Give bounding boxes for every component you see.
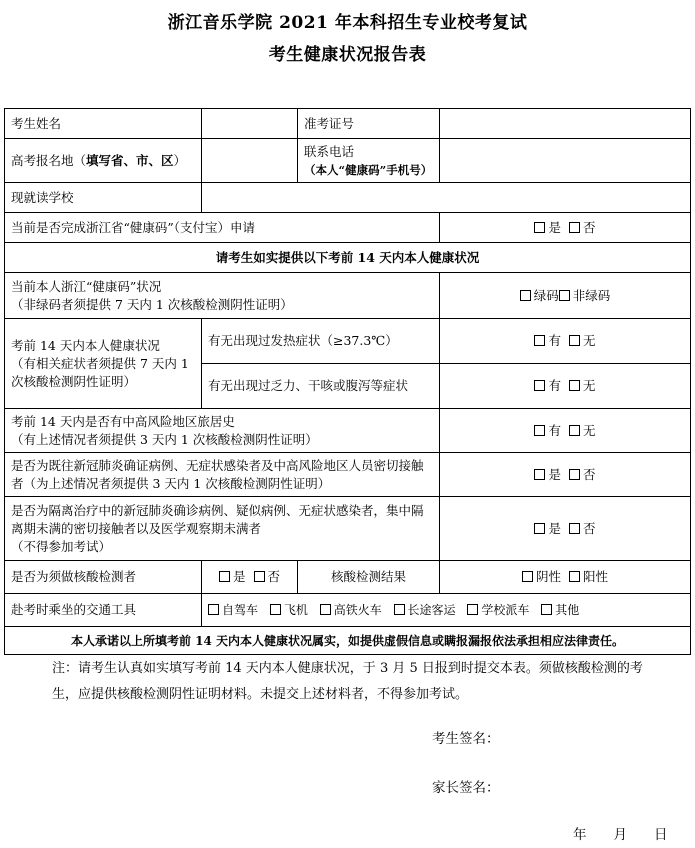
transport-label: 赴考时乘坐的交通工具 — [5, 594, 202, 627]
checkbox-icon[interactable] — [569, 380, 580, 391]
health14-label: 考前 14 天内本人健康状况 （有相关症状者须提供 7 天内 1 次核酸检测阴性证明） — [5, 319, 202, 409]
name-field[interactable] — [202, 109, 298, 139]
isolation-options[interactable]: 是 否 — [440, 497, 691, 561]
isolation-label: 是否为隔离治疗中的新冠肺炎确诊病例、疑似病例、无症状感染者，集中隔离期未满的密切接触者以及医学观察期未满者 （不得参加考试） — [5, 497, 440, 561]
school-field[interactable] — [202, 183, 691, 213]
fever-label: 有无出现过发热症状（≥37.3℃） — [202, 319, 440, 364]
code-done-label: 当前是否完成浙江省“健康码”（支付宝）申请 — [5, 213, 440, 243]
ticket-label: 准考证号 — [298, 109, 440, 139]
code-done-options[interactable]: 是 否 — [440, 213, 691, 243]
travel-options[interactable]: 有 无 — [440, 409, 691, 453]
transport-options[interactable]: 自驾车 飞机 高铁火车 长途客运 学校派车 其他 — [202, 594, 691, 627]
checkbox-icon[interactable] — [534, 335, 545, 346]
travel-label: 考前 14 天内是否有中高风险地区旅居史 （有上述情况者须提供 3 天内 1 次核酸检测阴性证明） — [5, 409, 440, 453]
checkbox-icon[interactable] — [559, 290, 570, 301]
need-test-label: 是否为须做核酸检测者 — [5, 561, 202, 594]
checkbox-icon[interactable] — [569, 523, 580, 534]
health-report-table — [4, 108, 691, 655]
checkbox-icon[interactable] — [534, 380, 545, 391]
fever-options[interactable]: 有 无 — [440, 319, 691, 364]
test-result-label: 核酸检测结果 — [298, 561, 440, 594]
note-text: 注：请考生认真如实填写考前 14 天内本人健康状况，于 3 月 5 日报到时提交本表。须做核酸检测的考生，应提供核酸检测阴性证明材料。未提交上述材料者，不得参加考试。 — [52, 661, 643, 702]
reg-label: 高考报名地（填写省、市、区） — [5, 139, 202, 183]
name-label: 考生姓名 — [5, 109, 202, 139]
section-header: 请考生如实提供以下考前 14 天内本人健康状况 — [5, 243, 691, 273]
checkbox-icon[interactable] — [219, 571, 230, 582]
checkbox-icon[interactable] — [534, 469, 545, 480]
parent-signature-label: 家长签名： — [432, 780, 500, 796]
checkbox-icon[interactable] — [569, 571, 580, 582]
reg-field[interactable] — [202, 139, 298, 183]
checkbox-icon[interactable] — [394, 604, 405, 615]
checkbox-icon[interactable] — [534, 222, 545, 233]
fatigue-options[interactable]: 有 无 — [440, 364, 691, 409]
checkbox-icon[interactable] — [569, 469, 580, 480]
fatigue-label: 有无出现过乏力、干咳或腹泻等症状 — [202, 364, 440, 409]
student-signature-label: 考生签名： — [432, 731, 500, 747]
document-subtitle: 考生健康状况报告表 — [268, 45, 427, 65]
phone-label: 联系电话 （本人“健康码”手机号） — [298, 139, 440, 183]
school-label: 现就读学校 — [5, 183, 202, 213]
checkbox-icon[interactable] — [569, 335, 580, 346]
checkbox-icon[interactable] — [520, 290, 531, 301]
code-status-options[interactable]: 绿码 非绿码 — [440, 273, 691, 319]
date-line: 年 月 日 — [573, 827, 668, 843]
contact-label: 是否为既往新冠肺炎确证病例、无症状感染者及中高风险地区人员密切接触者（为上述情况者须提供 3 天内 1 次核酸检测阴性证明） — [5, 453, 440, 497]
checkbox-icon[interactable] — [541, 604, 552, 615]
checkbox-icon[interactable] — [467, 604, 478, 615]
checkbox-icon[interactable] — [270, 604, 281, 615]
checkbox-icon[interactable] — [254, 571, 265, 582]
promise-statement: 本人承诺以上所填考前 14 天内本人健康状况属实，如提供虚假信息或瞒报漏报依法承担相应法律责任。 — [5, 627, 691, 655]
checkbox-icon[interactable] — [534, 523, 545, 534]
checkbox-icon[interactable] — [320, 604, 331, 615]
contact-options[interactable]: 是 否 — [440, 453, 691, 497]
code-status-label: 当前本人浙江“健康码”状况 （非绿码者须提供 7 天内 1 次核酸检测阴性证明） — [5, 273, 440, 319]
document-title: 浙江音乐学院 2021 年本科招生专业校考复试 — [167, 13, 528, 33]
checkbox-icon[interactable] — [569, 425, 580, 436]
checkbox-icon[interactable] — [522, 571, 533, 582]
checkbox-icon[interactable] — [569, 222, 580, 233]
need-test-options[interactable]: 是 否 — [202, 561, 298, 594]
test-result-options[interactable]: 阴性 阳性 — [440, 561, 691, 594]
checkbox-icon[interactable] — [208, 604, 219, 615]
ticket-field[interactable] — [440, 109, 691, 139]
checkbox-icon[interactable] — [534, 425, 545, 436]
phone-field[interactable] — [440, 139, 691, 183]
